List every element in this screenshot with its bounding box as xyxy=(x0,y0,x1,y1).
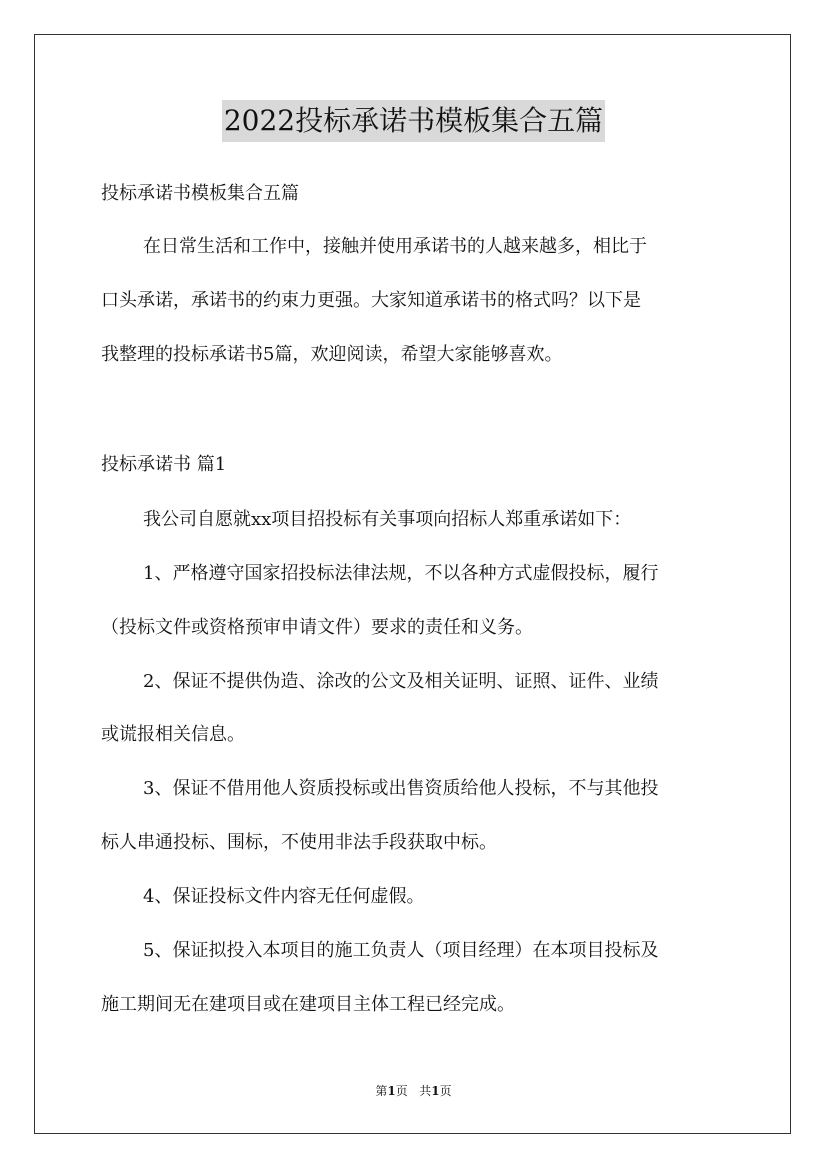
section-line: 或谎报相关信息。 xyxy=(101,724,245,745)
intro-line-3: 我整理的投标承诺书5篇，欢迎阅读，希望大家能够喜欢。 xyxy=(101,344,563,365)
total-suffix: 页 xyxy=(439,1084,452,1098)
section-line: 5、保证拟投入本项目的施工负责人（项目经理）在本项目投标及 xyxy=(143,940,659,961)
intro-line-1: 在日常生活和工作中，接触并使用承诺书的人越来越多，相比于 xyxy=(143,236,647,257)
section-line: 我公司自愿就xx项目招投标有关事项向招标人郑重承诺如下： xyxy=(143,509,632,530)
section-line: 2、保证不提供伪造、涂改的公文及相关证明、证照、证件、业绩 xyxy=(143,671,659,692)
section-line: 1、严格遵守国家招投标法律法规，不以各种方式虚假投标，履行 xyxy=(143,563,659,584)
page-prefix: 第 xyxy=(375,1084,388,1098)
section-line: （投标文件或资格预审申请文件）要求的责任和义务。 xyxy=(101,617,533,638)
title-container xyxy=(0,100,827,142)
page-suffix: 页 xyxy=(395,1084,408,1098)
section-heading: 投标承诺书 篇1 xyxy=(101,454,227,475)
section-line: 3、保证不借用他人资质投标或出售资质给他人投标，不与其他投 xyxy=(143,778,659,799)
section-line: 标人串通投标、围标，不使用非法手段获取中标。 xyxy=(101,832,497,853)
document-title: 2022投标承诺书模板集合五篇 xyxy=(222,100,605,142)
total-pages: 1 xyxy=(431,1084,440,1098)
page-number: 1 xyxy=(387,1084,396,1098)
page-footer xyxy=(0,1083,827,1099)
document-subtitle: 投标承诺书模板集合五篇 xyxy=(101,183,299,204)
total-prefix: 共 xyxy=(419,1084,432,1098)
section-line: 4、保证投标文件内容无任何虚假。 xyxy=(143,886,425,907)
intro-line-2: 口头承诺，承诺书的约束力更强。大家知道承诺书的格式吗？以下是 xyxy=(101,290,641,311)
section-line: 施工期间无在建项目或在建项目主体工程已经完成。 xyxy=(101,994,515,1015)
